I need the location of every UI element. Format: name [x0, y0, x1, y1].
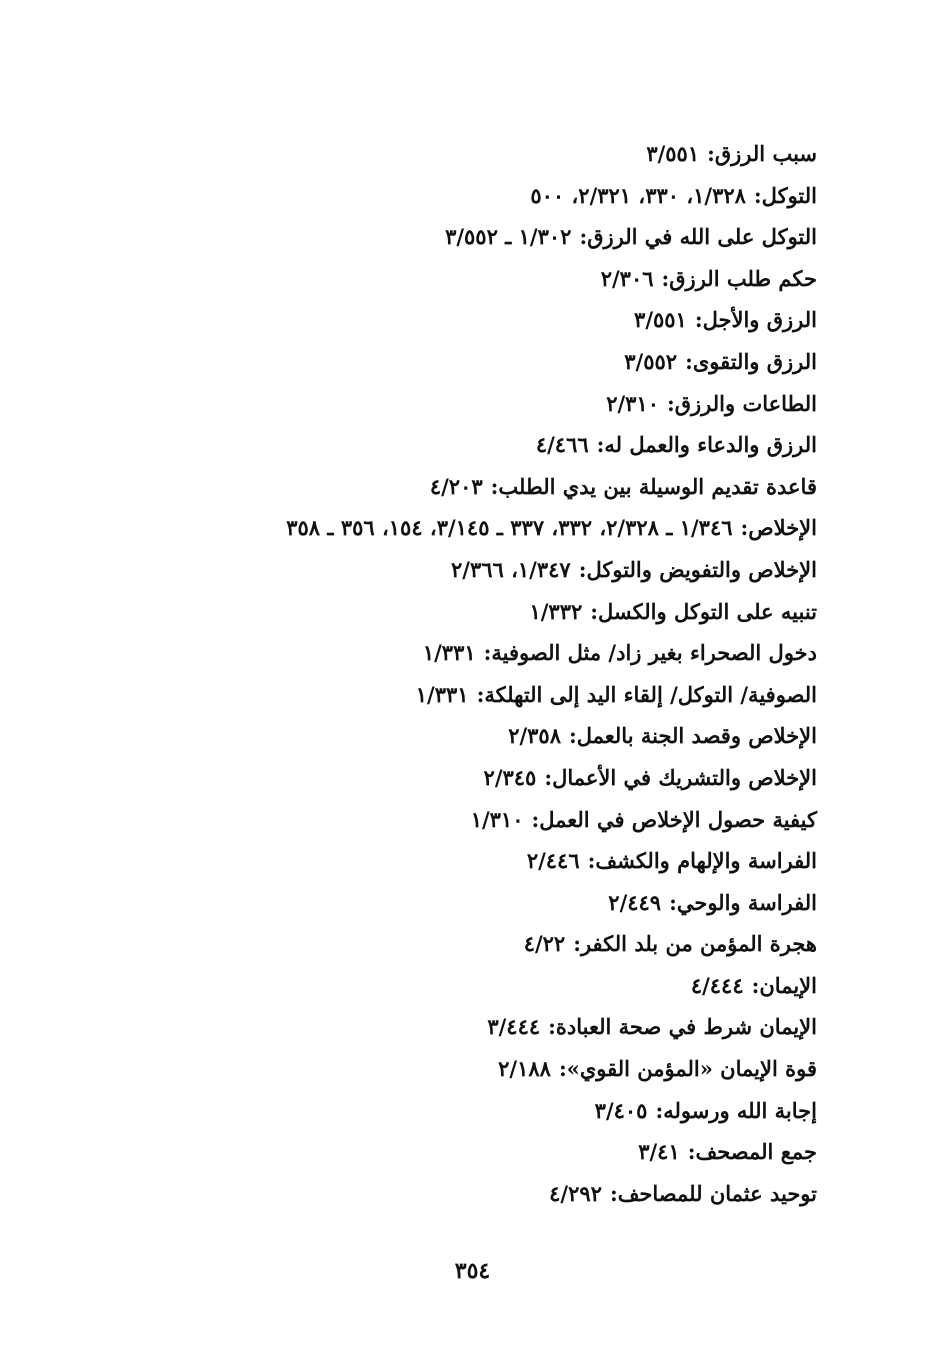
entry-term: الرزق والدعاء والعمل له:: [596, 432, 817, 458]
index-entry: [117, 466, 817, 508]
entry-term: توحيد عثمان للمصاحف:: [609, 1180, 817, 1206]
entry-references: ٣/٤٤٤: [487, 1014, 541, 1040]
entry-references: ١/٣٠٢ ـ ٣/٥٥٢: [445, 224, 572, 250]
entry-references: ٢/٤٤٦: [526, 848, 580, 874]
entry-term: الإخلاص والتشريك في الأعمال:: [544, 764, 817, 790]
entry-term: الرزق والأجل:: [694, 307, 817, 333]
entry-term: الإخلاص وقصد الجنة بالعمل:: [568, 723, 817, 749]
entry-references: ١/٣٢٨، ٣٣٠، ٢/٣٢١، ٥٠٠: [530, 182, 746, 208]
index-entry: [117, 840, 817, 882]
entry-term: قوة الإيمان «المؤمن القوي»:: [558, 1056, 817, 1082]
index-entry: [117, 175, 817, 217]
index-entry: [117, 1131, 817, 1173]
index-entry: [117, 757, 817, 799]
index-entry: [117, 216, 817, 258]
index-entry: [117, 923, 817, 965]
entry-references: ٤/٢٢: [523, 931, 566, 957]
subject-index-list: [117, 133, 817, 1214]
index-entry: [117, 299, 817, 341]
index-entry: [117, 715, 817, 757]
entry-term: الرزق والتقوى:: [685, 348, 817, 374]
entry-references: ٢/٣١٠: [606, 390, 659, 416]
entry-term: جمع المصحف:: [687, 1139, 817, 1165]
entry-references: ٢/٣٠٦: [600, 265, 654, 291]
entry-term: الإيمان شرط في صحة العبادة:: [548, 1014, 817, 1040]
index-entry: [117, 549, 817, 591]
index-entry: [117, 1006, 817, 1048]
page-number: ٣٥٤: [454, 1258, 491, 1284]
entry-term: الفراسة والإلهام والكشف:: [587, 848, 817, 874]
index-entry: [117, 341, 817, 383]
entry-term: إجابة الله ورسوله:: [655, 1097, 817, 1123]
entry-references: ٣/٥٥١: [634, 307, 687, 333]
index-entry: [117, 1173, 817, 1215]
entry-references: ١/٣٤٦ ـ ٢/٣٢٨، ٣٣٢، ٣٣٧ ـ ٣/١٤٥، ١٥٤، ٣٥٦ ـ ٣٥٨: [286, 515, 733, 541]
entry-references: ٢/١٨٨: [498, 1056, 551, 1082]
entry-term: حكم طلب الرزق:: [661, 265, 817, 291]
entry-term: الإيمان:: [751, 972, 817, 998]
entry-term: قاعدة تقديم الوسيلة بين يدي الطلب:: [490, 473, 817, 499]
entry-term: الطاعات والرزق:: [666, 390, 817, 416]
entry-references: ٣/٤٠٥: [594, 1097, 648, 1123]
entry-term: التوكل على الله في الرزق:: [579, 224, 817, 250]
entry-references: ٣/٤١: [638, 1139, 680, 1165]
entry-references: ٤/٤٤٤: [690, 972, 744, 998]
index-entry: [117, 965, 817, 1007]
index-entry: [117, 424, 817, 466]
index-entry: [117, 632, 817, 674]
entry-references: ٢/٣٥٨: [508, 723, 561, 749]
index-entry: [117, 674, 817, 716]
entry-references: ١/٣٣١: [422, 640, 476, 666]
entry-term: الصوفية/ التوكل/ إلقاء اليد إلى التهلكة:: [476, 681, 817, 707]
index-entry: [117, 882, 817, 924]
index-entry: [117, 258, 817, 300]
entry-term: دخول الصحراء بغير زاد/ مثل الصوفية:: [483, 640, 817, 666]
entry-term: تنبيه على التوكل والكسل:: [590, 598, 817, 624]
index-entry: [117, 799, 817, 841]
entry-references: ٣/٥٥١: [646, 141, 700, 166]
entry-references: ٢/٤٤٩: [608, 889, 662, 915]
entry-term: سبب الرزق:: [707, 141, 817, 166]
index-entry: [117, 383, 817, 425]
index-entry: [117, 591, 817, 633]
entry-references: ١/٣٣٢: [529, 598, 583, 624]
entry-references: ٤/٢٠٣: [429, 473, 483, 499]
entry-references: ١/٣٣١: [415, 681, 469, 707]
entry-term: كيفية حصول الإخلاص في العمل:: [531, 806, 817, 832]
entry-term: الإخلاص والتفويض والتوكل:: [578, 556, 817, 582]
index-entry: [117, 1048, 817, 1090]
entry-references: ١/٣٤٧، ٢/٣٦٦: [451, 556, 571, 582]
entry-term: هجرة المؤمن من بلد الكفر:: [573, 931, 817, 957]
entry-term: الإخلاص:: [740, 515, 817, 541]
entry-references: ١/٣١٠: [470, 806, 524, 832]
entry-references: ٣/٥٥٢: [624, 348, 678, 374]
index-entry: [117, 133, 817, 175]
index-entry: [117, 507, 817, 549]
index-entry: [117, 1090, 817, 1132]
entry-references: ٤/٢٩٢: [549, 1180, 602, 1206]
entry-references: ٤/٤٦٦: [535, 432, 589, 458]
entry-references: ٢/٣٤٥: [483, 764, 537, 790]
entry-term: الفراسة والوحي:: [669, 889, 817, 915]
entry-term: التوكل:: [753, 182, 817, 208]
